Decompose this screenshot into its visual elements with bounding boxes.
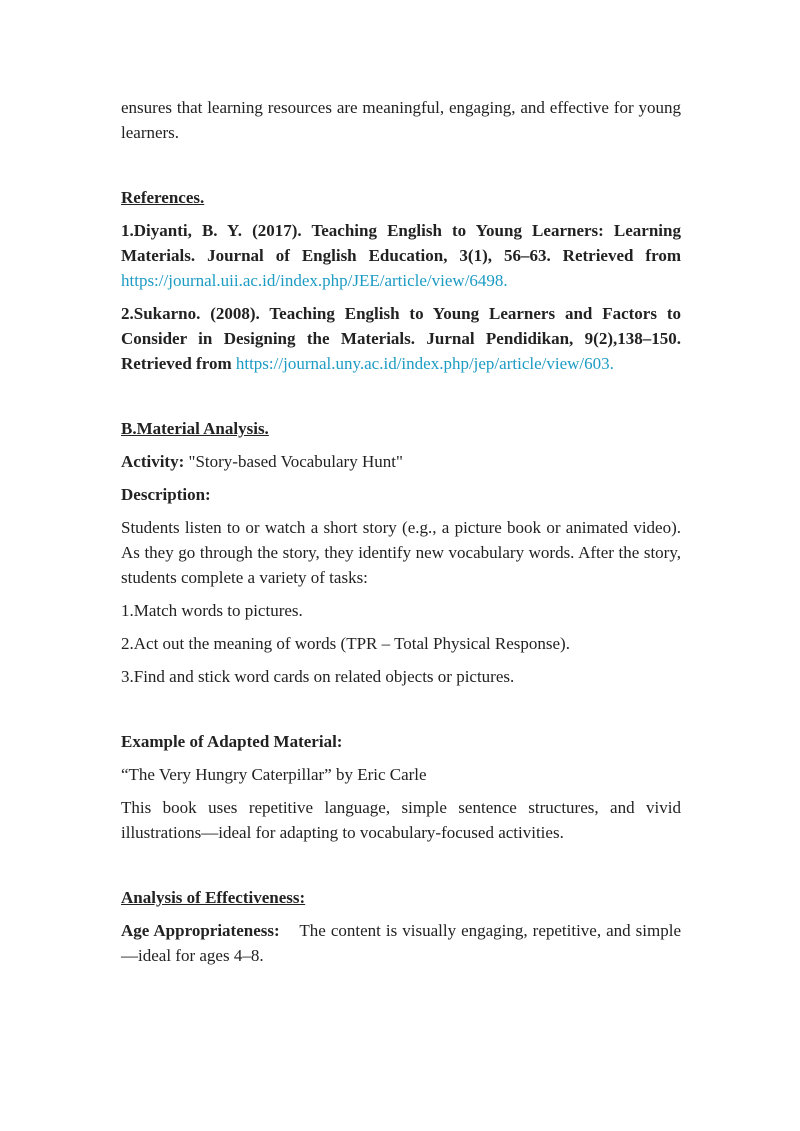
reference-2-link[interactable]: https://journal.uny.ac.id/index.php/jep/article/view/603. [235,354,614,373]
task-item-2: 2.Act out the meaning of words (TPR – Total Physical Response). [121,634,570,653]
reference-1-link[interactable]: https://journal.uii.ac.id/index.php/JEE/article/view/6498. [121,271,508,290]
intro-paragraph: ensures that learning resources are meaningful, engaging, and effective for young learners. [121,98,681,142]
reference-2-citation: 2.Sukarno. (2008). Teaching English to Young Learners and Factors to Consider in Designing the Materials. Jurnal Pendidikan, 9(2),138–150. Retrieved from [121,304,681,373]
task-item-3: 3.Find and stick word cards on related objects or pictures. [121,667,515,686]
task-item-1: 1.Match words to pictures. [121,601,303,620]
age-appropriateness-label: Age Appropriateness: [121,921,280,940]
reference-1-citation: 1.Diyanti, B. Y. (2017). Teaching English to Young Learners: Learning Materials. Journal of English Education, 3(1), 56–63. Retrieved from [121,221,681,265]
reference-item-2 [121,301,681,376]
activity-line [121,449,681,474]
material-analysis-heading: B.Material Analysis. [121,419,269,438]
reference-item-1 [121,218,681,293]
example-text: This book uses repetitive language, simple sentence structures, and vivid illustrations—ideal for adapting to vocabulary-focused activities. [121,798,681,842]
description-label: Description: [121,485,211,504]
activity-label: Activity: [121,452,185,471]
effectiveness-heading: Analysis of Effectiveness: [121,888,306,907]
example-title: “The Very Hungry Caterpillar” by Eric Carle [121,765,427,784]
references-heading: References. [121,188,205,207]
age-appropriateness-text: The content is visually engaging, repetitive, and simple—ideal for ages 4–8. [121,921,681,965]
age-appropriateness-paragraph [121,918,681,968]
example-heading: Example of Adapted Material: [121,732,343,751]
document-page [121,95,681,968]
description-text: Students listen to or watch a short story (e.g., a picture book or animated video). As they go through the story, they identify new vocabulary words. After the story, students complete a variety of tasks: [121,518,681,587]
activity-value: "Story-based Vocabulary Hunt" [188,452,403,471]
